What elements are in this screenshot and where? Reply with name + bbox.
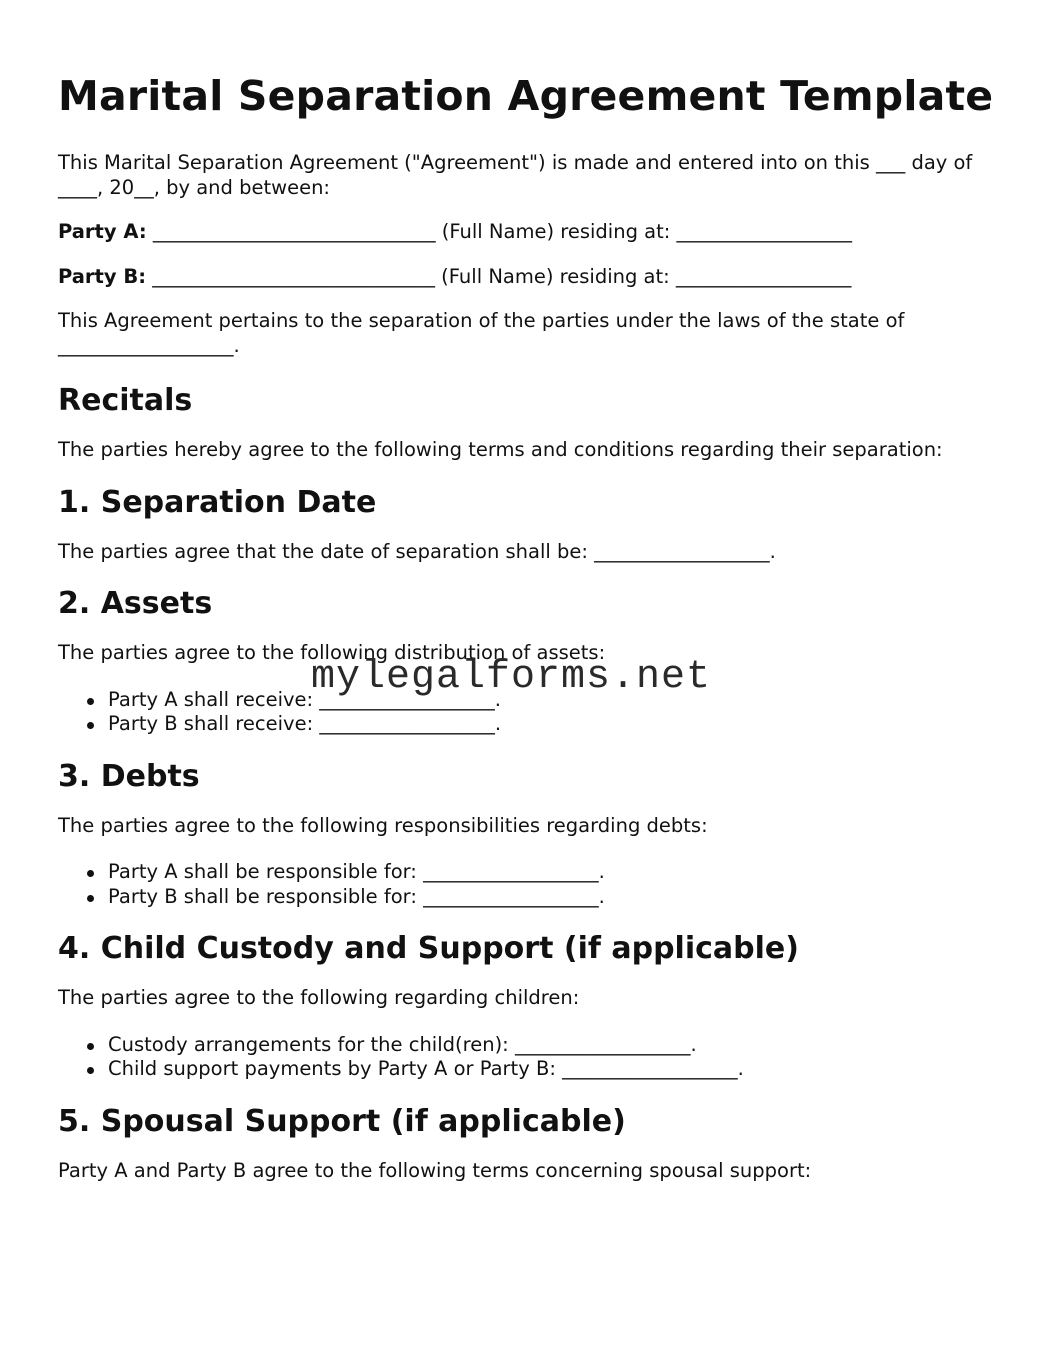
recitals-heading: Recitals bbox=[58, 383, 193, 418]
assets-heading: 2. Assets bbox=[58, 586, 213, 621]
party-a-label: Party A: bbox=[58, 220, 147, 243]
debts-list bbox=[58, 860, 998, 909]
party-b-line bbox=[58, 265, 998, 290]
state-law-paragraph: This Agreement pertains to the separation of the parties under the laws of the state of __________________. bbox=[58, 309, 905, 357]
party-b-text: _____________________________ (Full Name) residing at: __________________ bbox=[146, 264, 852, 288]
list-item: Child support payments by Party A or Party B: __________________. bbox=[108, 1057, 998, 1082]
child-custody-heading: 4. Child Custody and Support (if applicable) bbox=[58, 931, 799, 966]
child-custody-list bbox=[58, 1033, 998, 1082]
party-a-text: _____________________________ (Full Name) residing at: __________________ bbox=[146, 220, 853, 243]
recitals-text: The parties hereby agree to the following terms and conditions regarding their separation: bbox=[58, 438, 943, 461]
spousal-support-text: Party A and Party B agree to the following terms concerning spousal support: bbox=[58, 1158, 812, 1182]
debts-text: The parties agree to the following responsibilities regarding debts: bbox=[58, 813, 708, 837]
party-a-line bbox=[58, 220, 998, 245]
document-page bbox=[58, 72, 998, 1205]
document-title: Marital Separation Agreement Template bbox=[58, 72, 994, 120]
assets-text: The parties agree to the following distribution of assets: bbox=[58, 641, 606, 664]
list-item: Party B shall receive: __________________. bbox=[108, 712, 998, 737]
child-custody-text: The parties agree to the following regarding children: bbox=[58, 986, 580, 1009]
list-item: Party A shall be responsible for: __________________. bbox=[108, 860, 998, 885]
list-item: Party A shall receive: __________________. bbox=[108, 688, 998, 713]
party-b-label: Party B: bbox=[58, 264, 147, 288]
list-item: Custody arrangements for the child(ren): __________________. bbox=[108, 1033, 998, 1058]
list-item: Party B shall be responsible for: __________________. bbox=[108, 885, 998, 910]
watermark: mylegalforms.net bbox=[311, 655, 712, 700]
spousal-support-heading: 5. Spousal Support (if applicable) bbox=[58, 1103, 626, 1139]
intro-paragraph: This Marital Separation Agreement ("Agreement") is made and entered into on this ___ day of ____, 20__, by and between: bbox=[58, 151, 973, 199]
debts-heading: 3. Debts bbox=[58, 758, 200, 794]
separation-date-heading: 1. Separation Date bbox=[58, 484, 377, 520]
separation-date-text: The parties agree that the date of separation shall be: __________________. bbox=[58, 539, 776, 563]
